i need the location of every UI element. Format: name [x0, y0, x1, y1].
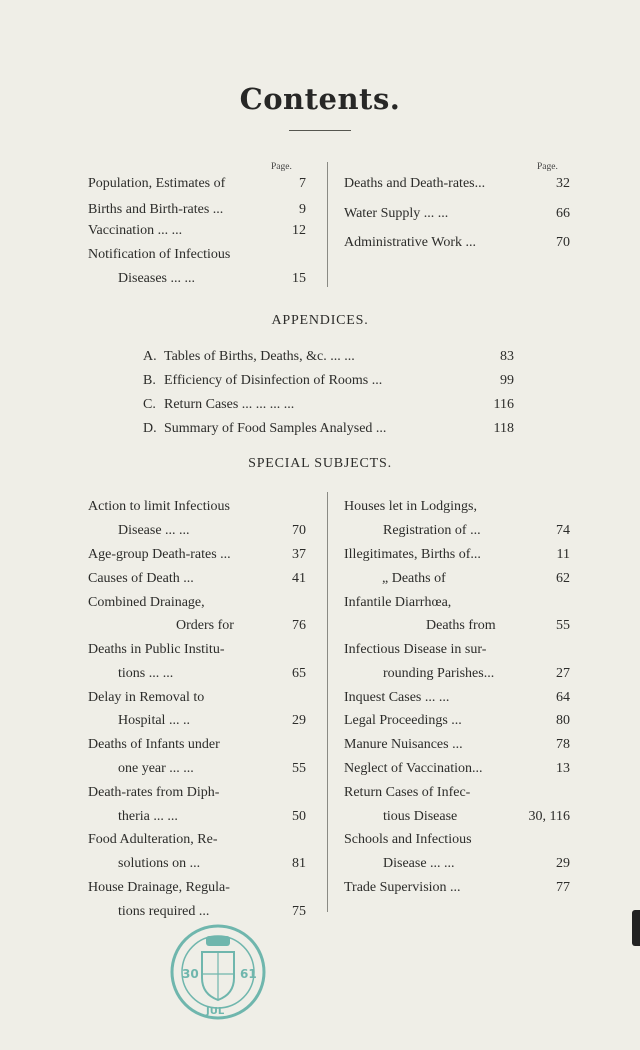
page-number: 75: [292, 904, 306, 919]
stamp-month: JUL: [206, 1006, 225, 1017]
page-number: 116: [493, 397, 514, 412]
page-number: 70: [292, 523, 306, 538]
appendix-label: Tables of Births, Deaths, &c. ... ...: [164, 349, 355, 364]
stamp-number-right: 61: [240, 967, 257, 981]
page-number: 27: [556, 666, 570, 681]
page-number: 37: [292, 547, 306, 562]
page-number: 66: [556, 206, 570, 221]
library-stamp: [168, 922, 268, 1022]
page-number: 65: [292, 666, 306, 681]
page-number: 29: [292, 713, 306, 728]
list-item: House Drainage, Regula-: [88, 880, 230, 895]
page-number: 64: [556, 690, 570, 705]
left-page-header: Page.: [271, 162, 292, 172]
page-number: 7: [299, 176, 306, 191]
list-item: Deaths from: [426, 618, 496, 633]
column-divider: [327, 492, 328, 912]
page-number: 9: [299, 202, 306, 217]
right-page-header: Page.: [537, 162, 558, 172]
list-item: Deaths in Public Institu-: [88, 642, 225, 657]
appendix-label: Efficiency of Disinfection of Rooms ...: [164, 373, 383, 388]
list-item: tious Disease: [383, 809, 458, 824]
page-number: 78: [556, 737, 570, 752]
list-item: Hospital ... ..: [118, 713, 190, 728]
list-item: Deaths of Infants under: [88, 737, 220, 752]
list-item: Trade Supervision ...: [344, 880, 461, 895]
page-number: 62: [556, 571, 570, 586]
page-number: 41: [292, 571, 306, 586]
list-item: Combined Drainage,: [88, 595, 205, 610]
page-number: 76: [292, 618, 306, 633]
list-item: Schools and Infectious: [344, 832, 472, 847]
stamp-number-left: 30: [182, 967, 199, 981]
page-number: 118: [493, 421, 514, 436]
list-item: Orders for: [176, 618, 234, 633]
list-item: Manure Nuisances ...: [344, 737, 463, 752]
list-item: Disease ... ...: [383, 856, 455, 871]
list-item: Diseases ... ...: [118, 271, 195, 286]
list-item: Disease ... ...: [118, 523, 190, 538]
appendices-heading: APPENDICES.: [271, 313, 369, 328]
list-item: Action to limit Infectious: [88, 499, 230, 514]
crown-icon: [206, 936, 230, 946]
list-item: Infectious Disease in sur-: [344, 642, 487, 657]
appendix-letter: D.: [143, 421, 157, 436]
list-item: Causes of Death ...: [88, 571, 194, 586]
page-number: 55: [556, 618, 570, 633]
page-number: 12: [292, 223, 306, 238]
list-item: Registration of ...: [383, 523, 481, 538]
list-item: rounding Parishes...: [383, 666, 495, 681]
list-item: „ Deaths of: [382, 571, 446, 586]
title-underline: [289, 130, 351, 131]
appendix-label: Summary of Food Samples Analysed ...: [164, 421, 387, 436]
list-item: Births and Birth-rates ...: [88, 202, 224, 217]
page-number: 29: [556, 856, 570, 871]
list-item: Return Cases of Infec-: [344, 785, 471, 800]
list-item: Population, Estimates of: [88, 176, 226, 191]
page-number: 50: [292, 809, 306, 824]
column-divider: [327, 162, 328, 287]
list-item: theria ... ...: [118, 809, 178, 824]
list-item: Notification of Infectious: [88, 247, 231, 262]
page-number: 15: [292, 271, 306, 286]
appendix-letter: C.: [143, 397, 156, 412]
page-number: 30, 116: [528, 809, 570, 824]
list-item: Vaccination ... ...: [88, 223, 183, 238]
appendix-letter: A.: [143, 349, 157, 364]
ink-blot: [632, 910, 640, 946]
list-item: Delay in Removal to: [88, 690, 205, 705]
list-item: solutions on ...: [118, 856, 201, 871]
page-title: Contents.: [239, 82, 401, 116]
list-item: Neglect of Vaccination...: [344, 761, 483, 776]
page-number: 77: [556, 880, 570, 895]
list-item: Legal Proceedings ...: [344, 713, 462, 728]
list-item: tions required ...: [118, 904, 210, 919]
list-item: Deaths and Death-rates...: [344, 176, 486, 191]
page-number: 32: [556, 176, 570, 191]
list-item: Food Adulteration, Re-: [88, 832, 218, 847]
list-item: Death-rates from Diph-: [88, 785, 220, 800]
page-number: 80: [556, 713, 570, 728]
special-subjects-heading: SPECIAL SUBJECTS.: [248, 456, 392, 471]
list-item: Houses let in Lodgings,: [344, 499, 477, 514]
page-number: 55: [292, 761, 306, 776]
page-number: 11: [556, 547, 570, 562]
list-item: Age-group Death-rates ...: [88, 547, 231, 562]
page-number: 83: [500, 349, 514, 364]
list-item: one year ... ...: [118, 761, 194, 776]
list-item: Illegitimates, Births of...: [344, 547, 481, 562]
page-number: 81: [292, 856, 306, 871]
list-item: Inquest Cases ... ...: [344, 690, 450, 705]
page-number: 74: [556, 523, 570, 538]
page-number: 99: [500, 373, 514, 388]
list-item: Water Supply ... ...: [344, 206, 449, 221]
appendix-label: Return Cases ... ... ... ...: [164, 397, 295, 412]
appendix-letter: B.: [143, 373, 156, 388]
page-number: 13: [556, 761, 570, 776]
list-item: tions ... ...: [118, 666, 174, 681]
page-number: 70: [556, 235, 570, 250]
list-item: Infantile Diarrhœa,: [344, 595, 452, 610]
list-item: Administrative Work ...: [344, 235, 476, 250]
